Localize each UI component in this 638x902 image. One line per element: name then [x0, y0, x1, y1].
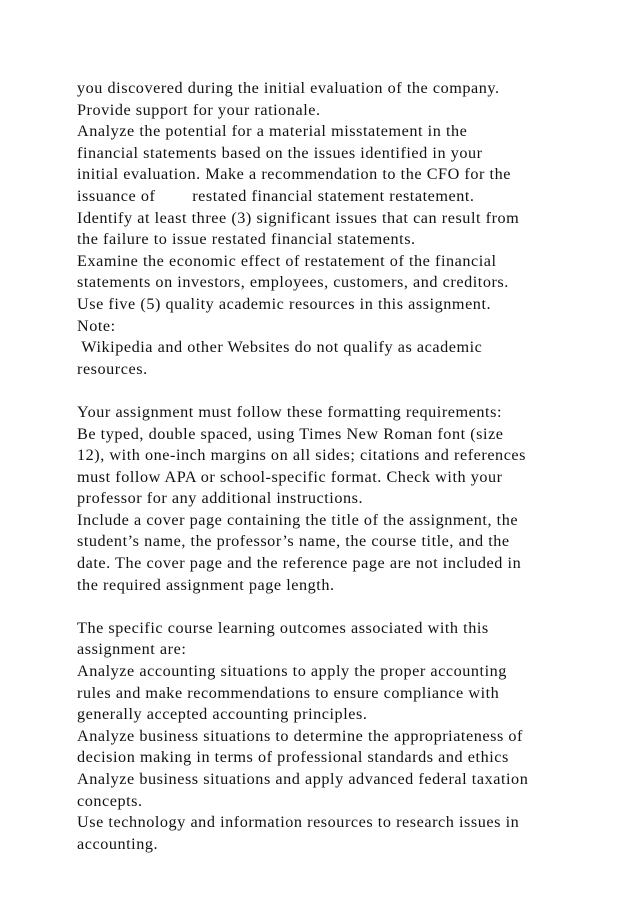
text-line: you discovered during the initial evaluation of the company. [77, 79, 500, 97]
text-line: accounting. [77, 834, 159, 853]
text-line: Include a cover page containing the title of the assignment, the [77, 510, 519, 529]
text-line: date. The cover page and the reference page are not included in [77, 554, 522, 573]
text-line: must follow APA or school-specific format. Check with your [77, 467, 503, 486]
text-line: rules and make recommendations to ensure compliance with [77, 683, 500, 702]
text-line: Analyze business situations to determine the appropriateness of [77, 726, 523, 745]
text-line: Note: [77, 316, 116, 335]
text-line: student’s name, the professor’s name, the course title, and the [77, 532, 510, 551]
text-line: initial evaluation. Make a recommendation to the CFO for the [77, 165, 511, 184]
text-line: Analyze the potential for a material misstatement in the [77, 122, 468, 141]
text-line: Analyze business situations and apply advanced federal taxation [77, 770, 529, 788]
text-line: Use technology and information resources to research issues in [77, 813, 520, 832]
text-line: statements on investors, employees, customers, and creditors. [77, 273, 509, 292]
text-line: Wikipedia and other Websites do not qualify as academic [77, 338, 483, 357]
text-line: assignment are: [77, 640, 187, 659]
text-line: Use five (5) quality academic resources in this assignment. [77, 294, 492, 313]
text-line: Provide support for your rationale. [77, 100, 321, 119]
text-line: the failure to issue restated financial statements. [77, 230, 416, 249]
text-line: Analyze accounting situations to apply the proper accounting [77, 662, 507, 681]
text-line: Be typed, double spaced, using Times New Roman font (size [77, 424, 504, 443]
blank-line [77, 380, 617, 402]
blank-line [77, 596, 617, 618]
text-line: Your assignment must follow these formatting requirements: [77, 402, 502, 421]
text-line: Identify at least three (3) significant issues that can result from [77, 208, 520, 227]
text-line: concepts. [77, 791, 143, 810]
text-line: 12), with one-inch margins on all sides; citations and references [77, 446, 527, 465]
text-line: decision making in terms of professional standards and ethics [77, 748, 509, 767]
text-line: the required assignment page length. [77, 575, 335, 594]
text-line: resources. [77, 359, 148, 378]
text-line: The specific course learning outcomes associated with this [77, 618, 489, 637]
text-line: professor for any additional instructions. [77, 489, 364, 508]
document-body [77, 78, 617, 855]
text-line: financial statements based on the issues identified in your [77, 143, 483, 162]
text-line: issuance of restated financial statement restatement. [77, 186, 475, 205]
text-line: Examine the economic effect of restatement of the financial [77, 251, 497, 270]
text-line: generally accepted accounting principles. [77, 705, 368, 724]
